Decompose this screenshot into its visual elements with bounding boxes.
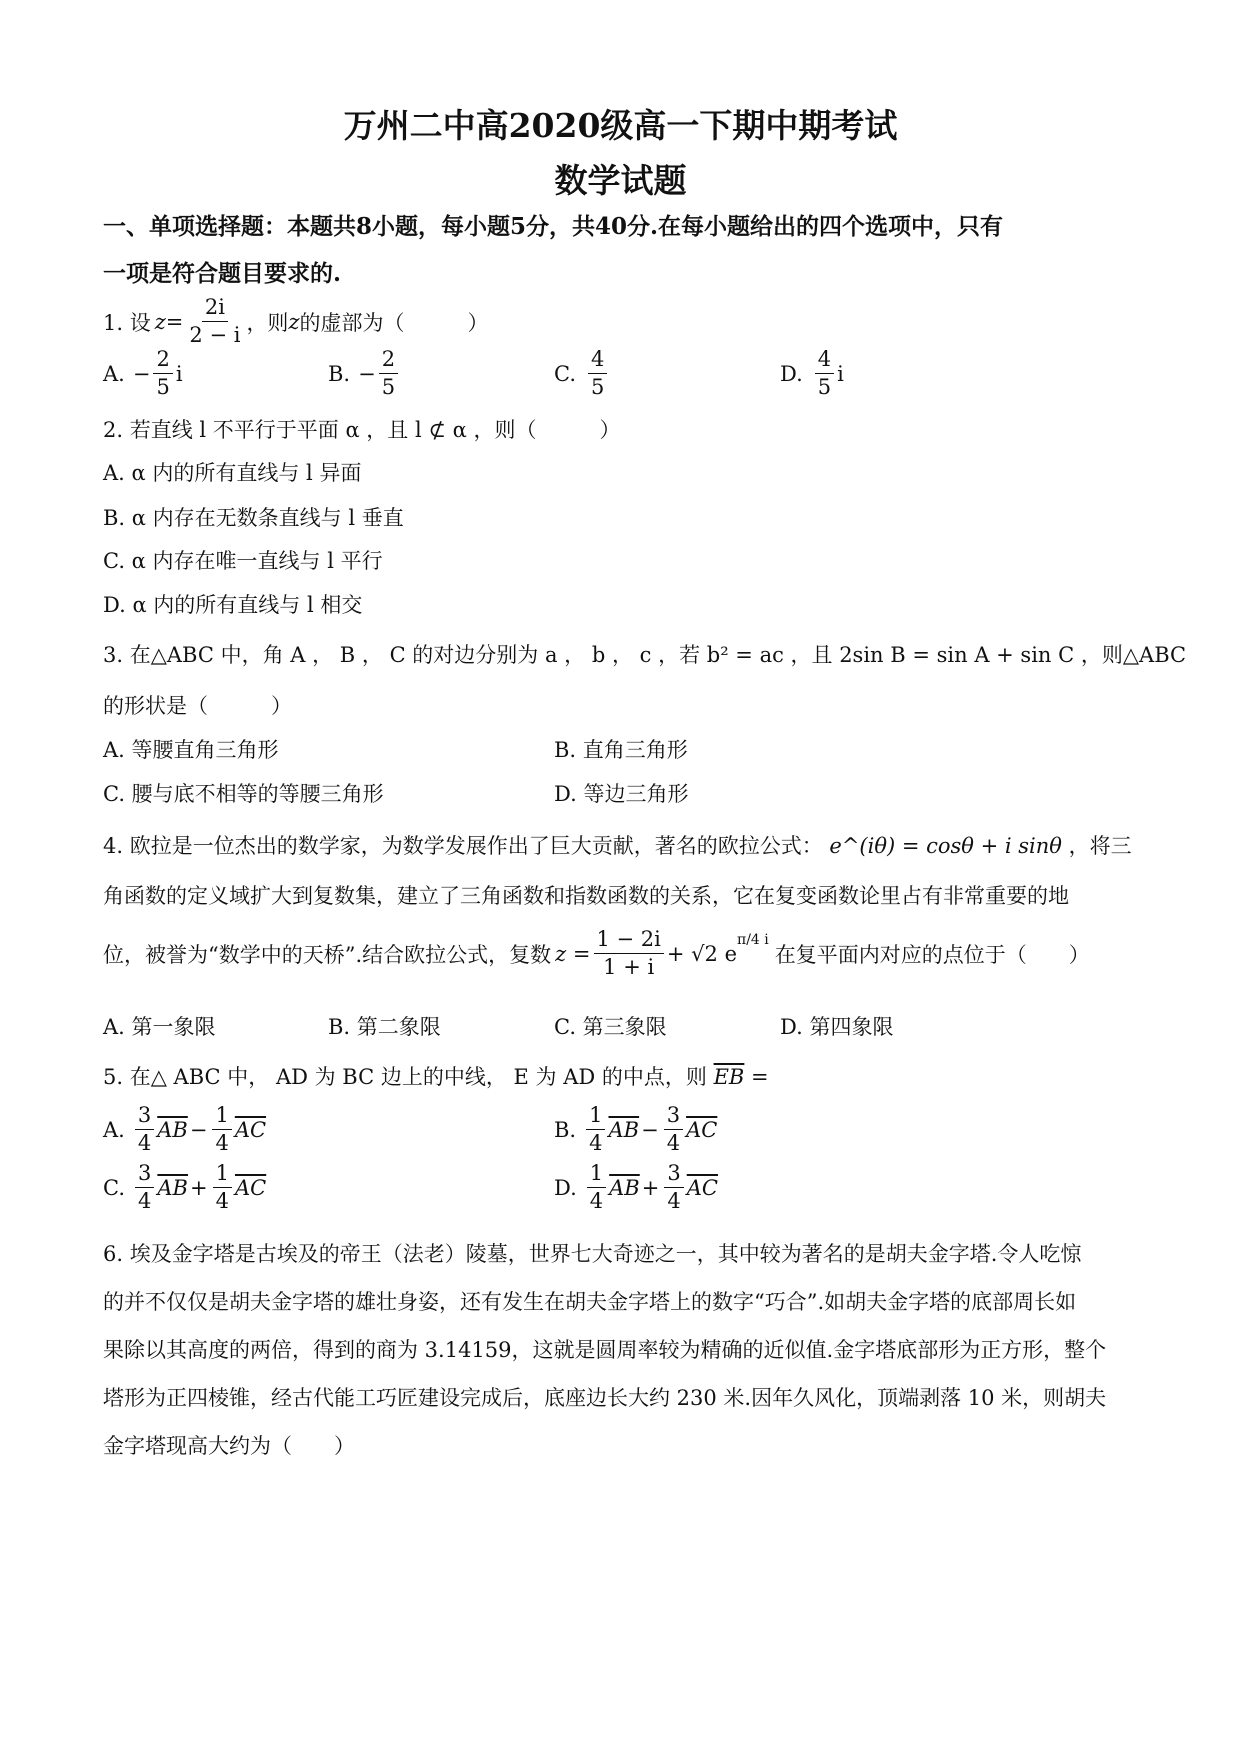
option-denominator: 4 [137, 1131, 152, 1156]
option-vector-2: $\overline{AC}$ [686, 1117, 718, 1142]
option-fraction-1 [135, 1104, 154, 1155]
option-denominator: 5 [817, 375, 832, 400]
option-numerator: 4 [815, 348, 834, 374]
option-operator: + [641, 1175, 660, 1200]
q4-line3a: 位，被誉为“数学中的天桥”.结合欧拉公式，复数 [103, 942, 552, 967]
q2-option-b[interactable]: B. α 内存在无数条直线与 l 垂直 [103, 506, 404, 530]
option-vector-2: $\overline{AC}$ [686, 1175, 718, 1200]
option-numerator: 2 [379, 348, 398, 374]
exam-title: 万州二中高2020级高一下期中期考试 [343, 106, 898, 145]
option-operator: − [641, 1117, 659, 1142]
option-denominator: 4 [589, 1131, 603, 1156]
option-denominator: 5 [591, 375, 605, 400]
option-denominator: 5 [156, 375, 170, 400]
exam-subtitle: 数学试题 [554, 161, 687, 200]
q3-option-b[interactable]: B. 直角三角形 [554, 738, 688, 762]
section-heading-line1: 一、单项选择题：本题共8小题，每小题5分，共40分.在每小题给出的四个选项中，只有 [103, 213, 1004, 240]
q1-fraction [186, 296, 243, 347]
q5-vector-eb: $\overline{EB}$ [713, 1065, 745, 1089]
option-fraction-2 [664, 1104, 683, 1155]
option-denominator: 4 [666, 1131, 681, 1156]
q1-denominator: 2 − i [189, 323, 241, 348]
q5-stem-text: 5. 在△ ABC 中， AD 为 BC 边上的中线， E 为 AD 的中点，则 [103, 1065, 707, 1089]
question-6-line1: 6. 埃及金字塔是古埃及的帝王（法老）陵墓，世界七大奇迹之一，其中较为著名的是胡夫金字塔.令人吃惊 [103, 1242, 1082, 1266]
option-numerator: 1 [587, 1162, 606, 1188]
q4-line1b: ，将三 [1068, 834, 1132, 858]
q1-z: z [154, 309, 166, 334]
q4-numerator: 1 − 2i [594, 928, 664, 954]
question-6-line3: 果除以其高度的两倍，得到的商为 3.14159，这就是圆周率较为精确的近似值.金字塔底部形为正方形，整个 [103, 1338, 1107, 1362]
question-4-line2: 角函数的定义域扩大到复数集，建立了三角函数和指数函数的关系，它在复变函数论里占有非常重要的地 [103, 884, 1069, 908]
q4-option-a[interactable]: A. 第一象限 [103, 1015, 216, 1039]
q1-prefix: 1. 设 [103, 310, 151, 335]
q1-eq: = [165, 309, 184, 334]
option-denominator: 4 [589, 1189, 604, 1214]
option-vector-2: $\overline{AC}$ [234, 1175, 267, 1200]
option-tail: i [837, 361, 844, 386]
option-fraction-1 [587, 1162, 606, 1213]
question-5-stem [103, 1061, 769, 1091]
q4-option-b[interactable]: B. 第二象限 [328, 1015, 441, 1039]
option-denominator: 4 [138, 1189, 152, 1214]
option-numerator: 1 [212, 1104, 231, 1130]
option-numerator: 3 [664, 1162, 683, 1188]
q4-option-c[interactable]: C. 第三象限 [554, 1015, 667, 1039]
q4-z-eq: z = [555, 941, 591, 966]
q2-option-a[interactable]: A. α 内的所有直线与 l 异面 [103, 461, 362, 485]
question-3-stem-line1: 3. 在△ABC 中，角 A ， B ， C 的对边分别为 a ， b ， c ，若 b² = ac ，且 2sin B = sin A + sin C ，则△ABC [103, 643, 1187, 667]
option-fraction-1 [586, 1104, 605, 1155]
option-vector-1: $\overline{AB}$ [609, 1175, 640, 1200]
question-4-line1 [103, 830, 1132, 860]
q5-option-a[interactable] [103, 1104, 266, 1155]
option-label: B. [554, 1117, 577, 1142]
q3-option-c[interactable]: C. 腰与底不相等的等腰三角形 [103, 782, 384, 806]
q4-line3b: 在复平面内对应的点位于（ ） [774, 942, 1090, 967]
option-label: D. [780, 361, 803, 386]
q1-option-b[interactable] [328, 348, 401, 399]
option-label: D. [554, 1175, 577, 1200]
option-vector-1: $\overline{AB}$ [157, 1117, 188, 1142]
option-fraction [153, 348, 172, 399]
q1-option-a[interactable] [103, 348, 183, 399]
question-6-line2: 的并不仅仅是胡夫金字塔的雄壮身姿，还有发生在胡夫金字塔上的数字“巧合”.如胡夫金字塔的底部周长如 [103, 1290, 1077, 1314]
option-denominator: 5 [381, 375, 396, 400]
option-fraction [379, 348, 398, 399]
option-operator: − [189, 1117, 208, 1142]
option-vector-1: $\overline{AB}$ [608, 1117, 640, 1142]
q5-option-c[interactable] [103, 1162, 266, 1213]
option-numerator: 4 [588, 348, 607, 374]
q4-plus-term: + √2 e [666, 941, 738, 966]
question-6-line5: 金字塔现高大约为（ ） [103, 1434, 355, 1458]
q4-denominator: 1 + i [603, 955, 655, 980]
option-fraction-2 [664, 1162, 683, 1213]
q1-numerator: 2i [202, 296, 228, 322]
option-label: A. [103, 361, 125, 386]
option-label: B. [328, 361, 351, 386]
option-sign: − [358, 361, 376, 386]
option-numerator: 3 [664, 1104, 683, 1130]
q1-z-2: z [288, 309, 300, 334]
option-vector-1: $\overline{AB}$ [157, 1175, 188, 1200]
q4-euler-formula: e^(iθ) = cosθ + i sinθ [829, 834, 1062, 858]
q1-suffix-b: 的虚部为（ ） [299, 310, 489, 335]
option-operator: + [189, 1175, 208, 1200]
question-4-line3 [103, 928, 1090, 979]
q2-option-c[interactable]: C. α 内存在唯一直线与 l 平行 [103, 549, 383, 573]
option-label: C. [554, 361, 576, 386]
q4-option-d[interactable]: D. 第四象限 [780, 1015, 894, 1039]
q4-exponent: π/4 i [737, 932, 769, 948]
option-fraction-2 [212, 1104, 231, 1155]
question-1-stem [103, 296, 489, 347]
option-fraction-1 [135, 1162, 154, 1213]
option-denominator: 4 [667, 1189, 681, 1214]
option-fraction [815, 348, 834, 399]
question-3-stem-line2: 的形状是（ ） [103, 694, 292, 718]
q3-option-d[interactable]: D. 等边三角形 [554, 782, 689, 806]
option-tail: i [175, 361, 183, 386]
option-denominator: 4 [215, 1131, 229, 1156]
option-fraction [588, 348, 607, 399]
q1-option-d[interactable] [780, 348, 844, 399]
q3-option-a[interactable]: A. 等腰直角三角形 [103, 738, 279, 762]
option-numerator: 1 [213, 1162, 232, 1188]
option-fraction-2 [213, 1162, 232, 1213]
option-label: C. [103, 1175, 125, 1200]
question-6-line4: 塔形为正四棱锥，经古代能工巧匠建设完成后，底座边长大约 230 米.因年久风化，顶端剥落 10 米，则胡夫 [103, 1386, 1107, 1410]
q5-option-d[interactable] [554, 1162, 718, 1213]
q4-line1a: 4. 欧拉是一位杰出的数学家，为数学发展作出了巨大贡献，著名的欧拉公式： [103, 834, 823, 858]
q2-option-d[interactable]: D. α 内的所有直线与 l 相交 [103, 593, 363, 617]
q5-option-b[interactable] [554, 1104, 717, 1155]
option-numerator: 3 [135, 1162, 154, 1188]
option-label: A. [103, 1117, 125, 1142]
q1-suffix-a: ，则 [246, 310, 289, 335]
q1-option-c[interactable] [554, 348, 610, 399]
option-vector-2: $\overline{AC}$ [234, 1117, 267, 1142]
option-numerator: 2 [153, 348, 172, 374]
question-2-stem: 2. 若直线 l 不平行于平面 α ，且 l ⊄ α ，则（ ） [103, 418, 621, 442]
q5-eq: = [751, 1065, 769, 1089]
option-denominator: 4 [215, 1189, 229, 1214]
section-heading-line2: 一项是符合题目要求的. [103, 260, 342, 287]
q4-fraction [594, 928, 664, 979]
option-sign: − [132, 361, 151, 386]
option-numerator: 3 [135, 1104, 154, 1130]
option-numerator: 1 [586, 1104, 605, 1130]
